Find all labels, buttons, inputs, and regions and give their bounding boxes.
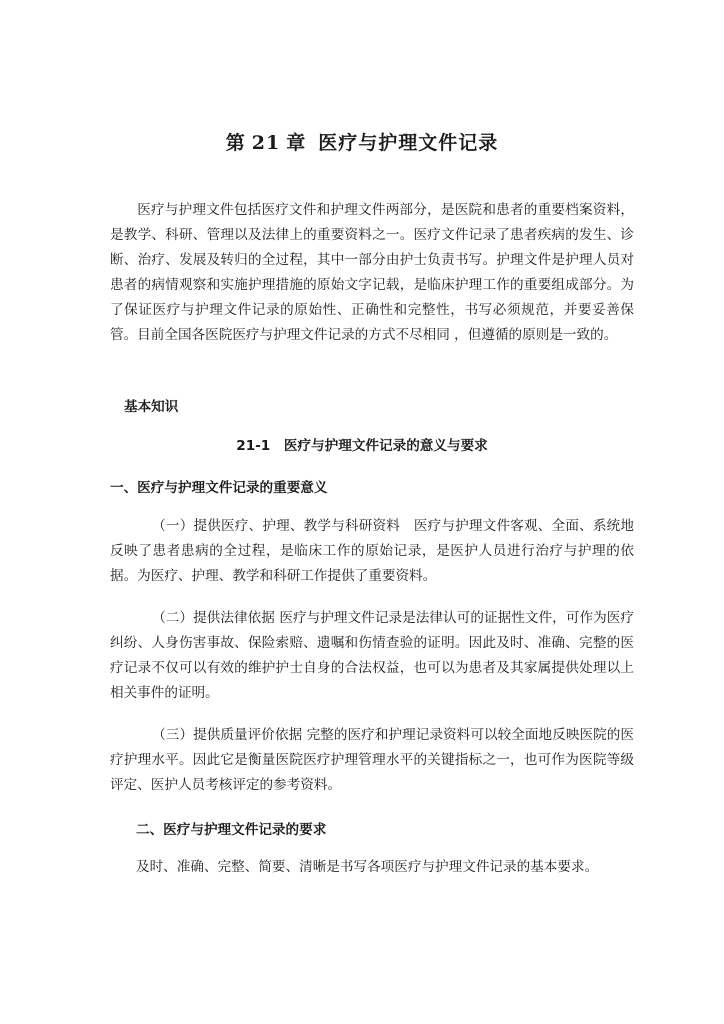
requirements-paragraph: 及时、准确、完整、简要、清晰是书写各项医疗与护理文件记录的基本要求。 bbox=[136, 859, 599, 875]
chapter-number: 21 bbox=[251, 132, 281, 154]
chapter-title-prefix: 第 bbox=[225, 132, 246, 154]
part1-heading: 一、医疗与护理文件记录的重要意义 bbox=[110, 480, 328, 496]
item3-paragraph: （三）提供质量评价依据 完整的医疗和护理记录资料可以较全面地反映医院的医疗护理水平。因此它是衡量医院医疗护理管理水平的关键指标之一，也可作为医院等级评定、医护人员考核评定的参考资料。 bbox=[110, 727, 634, 793]
item2-paragraph: （二）提供法律依据 医疗与护理文件记录是法律认可的证据性文件，可作为医疗纠纷、人身伤害事故、保险索赔、遗嘱和伤情查验的证明。因此及时、准确、完整的医疗记录不仅可以有效的维护护士自身的合法权益，也可以为患者及其家属提供处理以上相关事件的证明。 bbox=[110, 610, 634, 701]
section-title: 21-1 医疗与护理文件记录的意义与要求 bbox=[236, 438, 488, 454]
chapter-title bbox=[0, 128, 724, 155]
chapter-title-text: 医疗与护理文件记录 bbox=[318, 132, 499, 154]
part2-heading: 二、医疗与护理文件记录的要求 bbox=[136, 822, 327, 838]
basic-knowledge-heading: 基本知识 bbox=[124, 399, 179, 415]
item1-paragraph: （一）提供医疗、护理、教学与科研资料 医疗与护理文件客观、全面、系统地反映了患者患病的全过程，是临床工作的原始记录，是医护人员进行治疗与护理的依据。为医疗、护理、教学和科研工作提供了重要资料。 bbox=[110, 518, 634, 584]
chapter-title-suffix: 章 bbox=[286, 132, 307, 154]
intro-paragraph: 医疗与护理文件包括医疗文件和护理文件两部分，是医院和患者的重要档案资料，是教学、科研、管理以及法律上的重要资料之一。医疗文件记录了患者疾病的发生、诊断、治疗、发展及转归的全过程，其中一部分由护士负责书写。护理文件是护理人员对患者的病情观察和实施护理措施的原始文字记载，是临床护理工作的重要组成部分。为了保证医疗与护理文件记录的原始性、正确性和完整性，书写必须规范，并要妥善保管。目前全国各医院医疗与护理文件记录的方式不尽相同 ，但遵循的原则是一致的。 bbox=[110, 202, 634, 343]
